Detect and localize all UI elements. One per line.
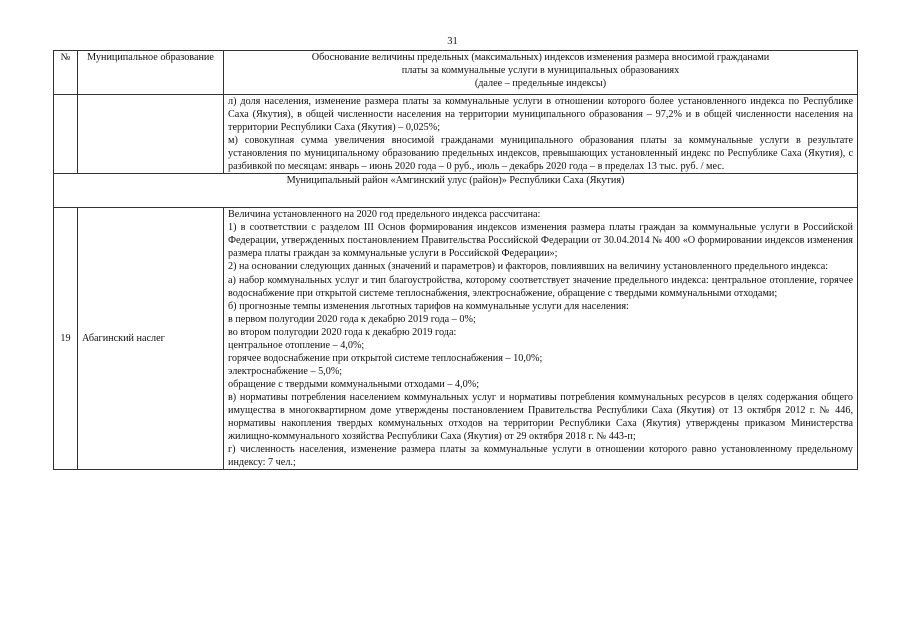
section-row (54, 174, 858, 208)
page-number: 31 (447, 36, 458, 47)
item-m: м) совокупная сумма увеличения вносимой гражданами муниципального образования платы за коммунальные услуги в результате установления по муниципальному образованию предельных индексов, превышающих установленный индекс по Республике Саха (Якутия), с разбивкой по месяцам: январь – июнь 2020 года – 0 руб., июль – декабрь 2020 года – в пределах 13 тыс. руб. / мес. (228, 135, 853, 173)
header-justification-line-3: (далее – предельные индексы) (474, 78, 607, 90)
item-l: л) доля населения, изменение размера платы за коммунальные услуги в отношении которого более установленного индекса по Республике Саха (Якутия), в общей численности населения на территории муниципального образования – 97,2% и в общей численности населения на территории Республики Саха (Якутия) – 0,025%; (228, 96, 853, 134)
justification-line: электроснабжение – 5,0%; (228, 365, 343, 377)
justification-line: горячее водоснабжение при открытой системе теплоснабжения – 10,0%; (228, 352, 543, 364)
justification-line: в первом полугодии 2020 года к декабрю 2019 года – 0%; (228, 313, 476, 325)
municipality-name: Абагинский наслег (78, 208, 224, 470)
table-header-row (54, 51, 858, 95)
header-justification-line-2: платы за коммунальные услуги в муниципальных образованиях (401, 65, 680, 77)
justification-line: Величина установленного на 2020 год предельного индекса рассчитана: (228, 209, 541, 221)
justification-line: во втором полугодии 2020 года к декабрю 2019 года: (228, 326, 457, 338)
continued-municipality-cell (78, 95, 224, 174)
header-justification-line-1: Обоснование величины предельных (максимальных) индексов изменения размера вносимой гражданами (311, 52, 770, 63)
header-justification (224, 51, 858, 95)
table-row-continued (54, 95, 858, 174)
justification-line: г) численность населения, изменение размера платы за коммунальные услуги в отношении которого равно установленному предельному индексу: 7 чел.; (228, 444, 853, 469)
justification-table (53, 50, 858, 470)
justification-line: 2) на основании следующих данных (значений и параметров) и факторов, повлиявших на величину установленного предельного индекса: (228, 261, 829, 273)
table-row-19 (54, 208, 858, 470)
justification-line: 1) в соответствии с разделом III Основ формирования индексов изменения размера платы граждан за коммунальные услуги в Российской Федерации, утвержденных постановлением Правительства Российской Федерации от 30.04.2014 № 400 «О формировании индексов изменения размера платы граждан за коммунальные услуги в Российской Федерации»; (228, 222, 853, 260)
justification-line: в) нормативы потребления населением коммунальных услуг и нормативы потребления коммунальных ресурсов в целях содержания общего имущества в многоквартирном доме утверждены постановлением Правительства Республики Саха (Якутия) от 13 октября 2012 г. № 446, нормативы накопления твердых коммунальных отходов на территории Республики Саха (Якутия) утверждены приказом Министерства жилищно-коммунального хозяйства Республики Саха (Якутия) от 29 октября 2018 г. № 443-п; (228, 391, 853, 443)
continued-number-cell (54, 95, 78, 174)
row-number: 19 (54, 208, 78, 470)
section-title: Муниципальный район «Амгинский улус (район)» Республики Саха (Якутия) (54, 174, 858, 208)
justification-line: обращение с твердыми коммунальными отходами – 4,0%; (228, 378, 480, 390)
continued-justification-cell (224, 95, 858, 174)
header-municipality: Муниципальное образование (78, 51, 224, 95)
justification-line: б) прогнозные темпы изменения льготных тарифов на коммунальные услуги для населения: (228, 300, 629, 312)
row19-justification-cell (224, 208, 858, 470)
header-number: № (54, 51, 78, 95)
justification-line: центральное отопление – 4,0%; (228, 339, 365, 351)
justification-line: а) набор коммунальных услуг и тип благоустройства, которому соответствует значение предельного индекса: центральное отопление, горячее водоснабжение при открытой системе теплоснабжения, электроснабжение, обращение с твердыми коммунальными отходами; (228, 274, 853, 299)
